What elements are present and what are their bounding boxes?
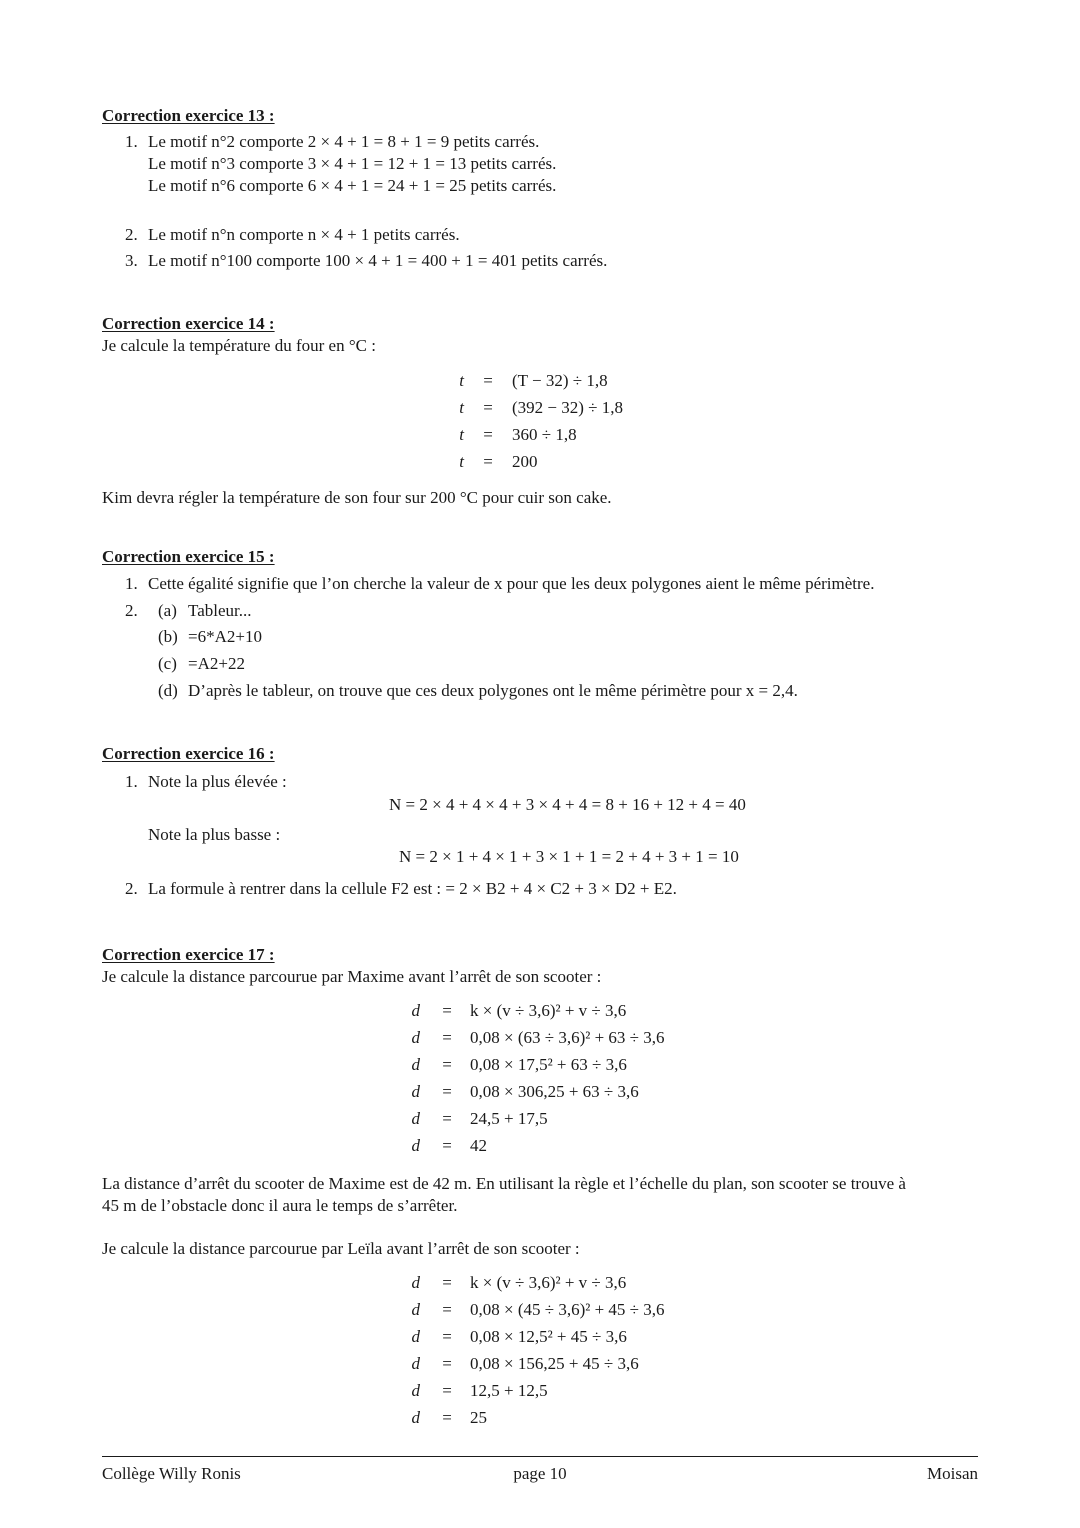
item-number: 2. bbox=[125, 601, 138, 620]
equation-rhs: 12,5 + 12,5 bbox=[470, 1381, 548, 1400]
equals-sign: = bbox=[483, 371, 493, 390]
equation-lhs: d bbox=[411, 1327, 420, 1346]
equation-line bbox=[0, 1082, 700, 1109]
equation-lhs: d bbox=[411, 1354, 420, 1373]
equation-rhs: 0,08 × 306,25 + 63 ÷ 3,6 bbox=[470, 1082, 639, 1101]
equation-rhs: (T − 32) ÷ 1,8 bbox=[512, 371, 608, 390]
equation-lhs: d bbox=[411, 1028, 420, 1047]
equals-sign: = bbox=[442, 1273, 452, 1292]
sub-item-label: (b) bbox=[158, 627, 178, 646]
equation-line bbox=[0, 1273, 700, 1300]
item-number: 1. bbox=[125, 132, 138, 151]
exercise-13-heading: Correction exercice 13 : bbox=[102, 106, 275, 125]
equals-sign: = bbox=[483, 452, 493, 471]
paragraph-line: La distance d’arrêt du scooter de Maxime est de 42 m. En utilisant la règle et l’échelle du plan, son scooter se trouve à bbox=[102, 1174, 906, 1193]
equation-lhs: d bbox=[411, 1381, 420, 1400]
equation-line bbox=[0, 1327, 700, 1354]
equals-sign: = bbox=[442, 1354, 452, 1373]
footer-author: Moisan bbox=[927, 1464, 978, 1483]
footer-school: Collège Willy Ronis bbox=[102, 1464, 241, 1483]
item-number: 2. bbox=[125, 225, 138, 244]
equation-line bbox=[0, 1109, 700, 1136]
equation-rhs: 200 bbox=[512, 452, 538, 471]
exercise-17-heading: Correction exercice 17 : bbox=[102, 945, 275, 964]
equation-lhs: d bbox=[411, 1001, 420, 1020]
equation-lhs: d bbox=[411, 1300, 420, 1319]
equation-line bbox=[0, 425, 700, 452]
sub-item-label: (d) bbox=[158, 681, 178, 700]
intro-text: Je calcule la distance parcourue par Leïla avant l’arrêt de son scooter : bbox=[102, 1239, 580, 1258]
conclusion-text: Kim devra régler la température de son four sur 200 °C pour cuir son cake. bbox=[102, 488, 612, 507]
item-number: 1. bbox=[125, 772, 138, 791]
low-score-label: Note la plus basse : bbox=[148, 825, 281, 844]
equals-sign: = bbox=[442, 1381, 452, 1400]
sub-item-text: =6*A2+10 bbox=[188, 627, 262, 646]
equation-rhs: 0,08 × (63 ÷ 3,6)² + 63 ÷ 3,6 bbox=[470, 1028, 665, 1047]
equation-line bbox=[0, 1055, 700, 1082]
equation-lhs: t bbox=[459, 398, 464, 417]
equation-lhs: t bbox=[459, 371, 464, 390]
exercise-14-heading: Correction exercice 14 : bbox=[102, 314, 275, 333]
equals-sign: = bbox=[442, 1300, 452, 1319]
equation-line bbox=[0, 1028, 700, 1055]
equation-block bbox=[0, 1001, 1080, 1165]
equals-sign: = bbox=[442, 1327, 452, 1346]
equals-sign: = bbox=[442, 1028, 452, 1047]
paragraph-line: 45 m de l’obstacle donc il aura le temps de s’arrêter. bbox=[102, 1196, 458, 1215]
list-item: Le motif n°6 comporte 6 × 4 + 1 = 24 + 1 = 25 petits carrés. bbox=[148, 176, 557, 195]
equation-line bbox=[0, 1001, 700, 1028]
equation-lhs: t bbox=[459, 425, 464, 444]
equation-rhs: 25 bbox=[470, 1408, 487, 1427]
list-item: La formule à rentrer dans la cellule F2 est : = 2 × B2 + 4 × C2 + 3 × D2 + E2. bbox=[148, 879, 677, 898]
equation-lhs: d bbox=[411, 1109, 420, 1128]
item-number: 3. bbox=[125, 251, 138, 270]
equation-rhs: 0,08 × 17,5² + 63 ÷ 3,6 bbox=[470, 1055, 627, 1074]
list-item: Le motif n°2 comporte 2 × 4 + 1 = 8 + 1 = 9 petits carrés. bbox=[148, 132, 540, 151]
equation-lhs: d bbox=[411, 1082, 420, 1101]
exercise-16-heading: Correction exercice 16 : bbox=[102, 744, 275, 763]
high-score-label: Note la plus élevée : bbox=[148, 772, 287, 791]
equation-line bbox=[0, 1354, 700, 1381]
equals-sign: = bbox=[483, 398, 493, 417]
equation-block bbox=[0, 371, 1080, 481]
equation-lhs: d bbox=[411, 1273, 420, 1292]
equation-lhs: t bbox=[459, 452, 464, 471]
equation-rhs: k × (v ÷ 3,6)² + v ÷ 3,6 bbox=[470, 1273, 627, 1292]
equation-rhs: (392 − 32) ÷ 1,8 bbox=[512, 398, 623, 417]
equation-rhs: 0,08 × 156,25 + 45 ÷ 3,6 bbox=[470, 1354, 639, 1373]
equals-sign: = bbox=[442, 1136, 452, 1155]
list-item: Le motif n°100 comporte 100 × 4 + 1 = 400 + 1 = 401 petits carrés. bbox=[148, 251, 608, 270]
sub-item-label: (a) bbox=[158, 601, 177, 620]
high-score-equation: N = 2 × 4 + 4 × 4 + 3 × 4 + 4 = 8 + 16 + 12 + 4 = 40 bbox=[389, 795, 746, 814]
sub-item-text: Tableur... bbox=[188, 601, 252, 620]
sub-item-text: =A2+22 bbox=[188, 654, 245, 673]
equation-lhs: d bbox=[411, 1136, 420, 1155]
footer-divider bbox=[102, 1456, 978, 1457]
item-number: 1. bbox=[125, 574, 138, 593]
intro-text: Je calcule la distance parcourue par Maxime avant l’arrêt de son scooter : bbox=[102, 967, 602, 986]
equation-rhs: 0,08 × 12,5² + 45 ÷ 3,6 bbox=[470, 1327, 627, 1346]
low-score-equation: N = 2 × 1 + 4 × 1 + 3 × 1 + 1 = 2 + 4 + 3 + 1 = 10 bbox=[399, 847, 739, 866]
equation-line bbox=[0, 1300, 700, 1327]
equation-rhs: 42 bbox=[470, 1136, 487, 1155]
list-item: Le motif n°n comporte n × 4 + 1 petits carrés. bbox=[148, 225, 460, 244]
equation-line bbox=[0, 452, 700, 479]
equation-line bbox=[0, 1136, 700, 1163]
exercise-15-heading: Correction exercice 15 : bbox=[102, 547, 275, 566]
equals-sign: = bbox=[442, 1001, 452, 1020]
equals-sign: = bbox=[442, 1055, 452, 1074]
intro-text: Je calcule la température du four en °C : bbox=[102, 336, 376, 355]
sub-item-label: (c) bbox=[158, 654, 177, 673]
equation-rhs: 360 ÷ 1,8 bbox=[512, 425, 577, 444]
equals-sign: = bbox=[442, 1082, 452, 1101]
equation-line bbox=[0, 1381, 700, 1408]
equation-rhs: 0,08 × (45 ÷ 3,6)² + 45 ÷ 3,6 bbox=[470, 1300, 665, 1319]
sub-item-text: D’après le tableur, on trouve que ces deux polygones ont le même périmètre pour x = 2,4. bbox=[188, 681, 798, 700]
equation-lhs: d bbox=[411, 1408, 420, 1427]
equation-block bbox=[0, 1273, 1080, 1437]
equation-rhs: 24,5 + 17,5 bbox=[470, 1109, 548, 1128]
list-item: Cette égalité signifie que l’on cherche la valeur de x pour que les deux polygones aient le même périmètre. bbox=[148, 574, 875, 593]
item-number: 2. bbox=[125, 879, 138, 898]
list-item: Le motif n°3 comporte 3 × 4 + 1 = 12 + 1 = 13 petits carrés. bbox=[148, 154, 557, 173]
equals-sign: = bbox=[483, 425, 493, 444]
equation-line bbox=[0, 371, 700, 398]
equals-sign: = bbox=[442, 1109, 452, 1128]
equation-rhs: k × (v ÷ 3,6)² + v ÷ 3,6 bbox=[470, 1001, 627, 1020]
equation-line bbox=[0, 398, 700, 425]
equation-lhs: d bbox=[411, 1055, 420, 1074]
equation-line bbox=[0, 1408, 700, 1435]
footer-page-number: page 10 bbox=[513, 1464, 567, 1483]
equals-sign: = bbox=[442, 1408, 452, 1427]
